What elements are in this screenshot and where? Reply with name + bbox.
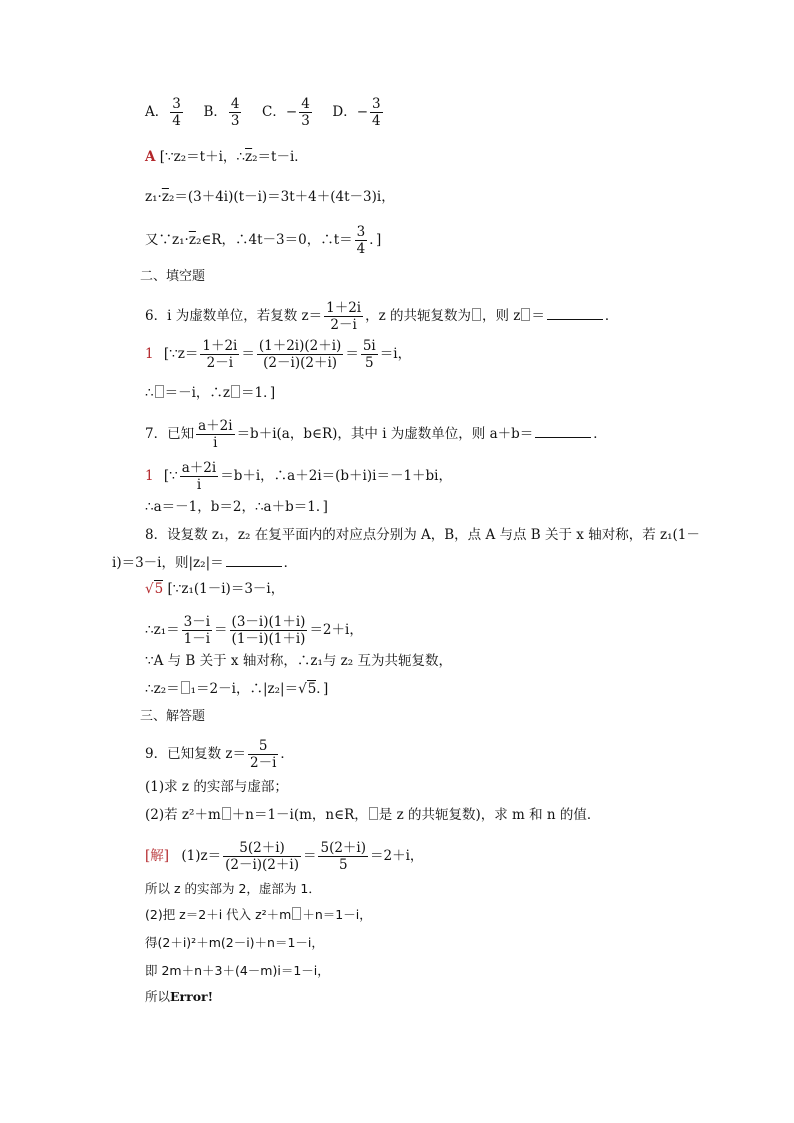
q8-sol1: [∵z₁(1－i)＝3－i， bbox=[167, 581, 285, 597]
q5-sol1-text: [∵z₂＝t＋i，∴ bbox=[159, 149, 245, 165]
q8-sol2-eq: ＝ bbox=[214, 622, 228, 638]
q6-sol2-a: ∴ bbox=[145, 385, 154, 401]
q9-sol1-f2-num: 5(2＋i) bbox=[320, 840, 367, 856]
answer-blank bbox=[226, 554, 282, 567]
q9-part2-b: ＋n＝1－i(m，n∈R， bbox=[231, 807, 368, 823]
q9-stem-den: 2－i bbox=[250, 755, 277, 771]
q6-stem-num: 1＋2i bbox=[326, 300, 362, 316]
q6-sol2-b: ＝－i，∴z bbox=[164, 385, 231, 401]
q7-stem-c: ． bbox=[593, 426, 607, 442]
q5-options bbox=[145, 96, 385, 129]
q7-stem-b: ＝b＋i(a，b∈R)，其中 i 为虚数单位，则 a＋b＝ bbox=[236, 426, 534, 442]
q5-sol1-tail: ₂＝t－i． bbox=[252, 149, 308, 165]
q8-sol2-end: ＝2＋i， bbox=[309, 622, 363, 638]
q5-sol2-head: z₁· bbox=[145, 189, 162, 205]
q8-stem-line-1: 8．设复数 z₁，z₂ 在复平面内的对应点分别为 A，B，点 A 与点 B 关于 x 轴对称，若 z₁(1－ bbox=[145, 527, 700, 543]
q9-sol1-f1-num: 5(2＋i) bbox=[223, 840, 301, 857]
q9-sol3-b: ＋n＝1－i， bbox=[302, 907, 372, 922]
q8-sol2-a: ∴z₁＝ bbox=[145, 622, 180, 638]
q9-sol1-frac1 bbox=[223, 840, 301, 873]
answer-blank bbox=[535, 425, 591, 438]
q6-sol1-a: [∵z＝ bbox=[163, 346, 199, 362]
q9-stem-num: 5 bbox=[248, 738, 278, 755]
q6-answer: 1 bbox=[145, 346, 154, 362]
q6-stem-c: ，则 z bbox=[482, 308, 521, 324]
q9-solution-line-3 bbox=[145, 906, 372, 924]
conjugate-placeholder-box bbox=[222, 807, 231, 820]
q8-sol2-frac2 bbox=[230, 614, 308, 647]
q9-part-2 bbox=[145, 806, 600, 824]
q6-sol1-frac1 bbox=[200, 338, 239, 371]
q9-sol1-eq: ＝ bbox=[302, 848, 317, 864]
q6-sol1-frac3 bbox=[361, 338, 378, 371]
q6-stem bbox=[145, 300, 618, 333]
q7-solution-line-2: ∴a＝－1，b＝2，∴a＋b＝1．] bbox=[145, 499, 328, 515]
option-d-fraction bbox=[370, 96, 383, 129]
q8-stem-line-2 bbox=[112, 554, 297, 572]
q7-sol1-den: i bbox=[196, 477, 202, 493]
q8-sol2-f1-num: 3－i bbox=[183, 614, 211, 630]
option-b-fraction bbox=[229, 96, 242, 129]
q9-sol1-f1-den: (2－i)(2＋i) bbox=[225, 857, 299, 873]
q5-sol3-head: 又∵z₁· bbox=[145, 232, 189, 248]
option-a-fraction bbox=[170, 96, 183, 129]
q7-stem-a: 7．已知 bbox=[145, 426, 195, 442]
q9-sol1-a: (1)z＝ bbox=[181, 848, 222, 864]
q9-solution-line-1 bbox=[145, 840, 423, 873]
q5-sol3-den: 4 bbox=[356, 241, 366, 257]
q6-stem-fraction bbox=[324, 300, 363, 333]
q9-sol1-end: ＝2＋i， bbox=[370, 848, 424, 864]
q6-sol1-eq2: ＝ bbox=[345, 346, 359, 362]
q6-stem-b: ，z 的共轭复数为 bbox=[365, 308, 472, 324]
q6-sol2-c: ＝1．] bbox=[241, 385, 276, 401]
conjugate-placeholder-box bbox=[521, 308, 530, 321]
option-b-denominator: 3 bbox=[230, 113, 240, 129]
q9-part-1: (1)求 z 的实部与虚部； bbox=[145, 779, 288, 795]
conjugate-placeholder-box bbox=[369, 807, 378, 820]
q9-sol1-f2-den: 5 bbox=[338, 857, 348, 873]
answer-blank bbox=[547, 307, 603, 320]
q8-sol2-frac1 bbox=[182, 614, 212, 647]
q8-answer-radicand: 5 bbox=[154, 581, 164, 597]
q9-solution-line-2: 所以 z 的实部为 2，虚部为 1． bbox=[145, 881, 321, 896]
q5-sol2-conj: $\overline{z}$ bbox=[161, 189, 169, 205]
option-a-denominator: 4 bbox=[172, 113, 181, 129]
q8-sol4-a: ∴z₂＝ bbox=[145, 681, 180, 697]
q9-part2-a: (2)若 z²＋m bbox=[145, 807, 221, 823]
q8-solution-line-1 bbox=[145, 580, 284, 598]
q8-solution-line-3: ∵A 与 B 关于 x 轴对称，∴z₁与 z₂ 互为共轭复数， bbox=[145, 653, 452, 669]
q6-sol1-end: ＝i， bbox=[379, 346, 412, 362]
q8-sol4-radicand: 5 bbox=[307, 681, 317, 697]
q5-solution-line-2 bbox=[145, 188, 395, 206]
q7-sol1-num: a＋2i bbox=[181, 460, 217, 476]
q9-part2-c: 是 z 的共轭复数)，求 m 和 n 的值． bbox=[378, 807, 601, 823]
q8-answer: √5 bbox=[145, 581, 164, 597]
q7-stem-fraction bbox=[196, 418, 234, 451]
option-c-fraction bbox=[299, 96, 312, 129]
q7-sol1-a: [∵ bbox=[163, 468, 178, 484]
q9-sol3-a: (2)把 z＝2＋i 代入 z²＋m bbox=[145, 907, 292, 922]
q6-sol1-f2-num: (1＋2i)(2＋i) bbox=[258, 338, 342, 354]
q5-solution-line-1 bbox=[145, 148, 308, 166]
option-b-numerator: 4 bbox=[230, 96, 240, 112]
q8-stem2-b: ₂|＝ bbox=[200, 555, 224, 571]
q7-answer: 1 bbox=[145, 468, 154, 484]
q9-stem-a: 9．已知复数 z＝ bbox=[145, 746, 246, 762]
q6-sol1-f1-den: 2－i bbox=[206, 355, 234, 371]
q6-stem-e: ． bbox=[604, 308, 619, 324]
q6-sol1-eq: ＝ bbox=[241, 346, 255, 362]
q6-sol1-f2-den: (2－i)(2＋i) bbox=[263, 355, 338, 371]
q8-solution-line-2 bbox=[145, 614, 363, 647]
q9-sol6-error: Error! bbox=[170, 989, 214, 1004]
option-b-label: B． bbox=[203, 104, 227, 120]
option-a-label: A． bbox=[145, 104, 169, 120]
q7-sol1-b: ＝b＋i，∴a＋2i＝(b＋i)i＝－1＋bi， bbox=[220, 468, 452, 484]
q8-solution-line-4: ∴z₂＝ ₁＝2－i，∴|z₂|＝√5．] bbox=[145, 681, 329, 697]
option-d-numerator: 3 bbox=[372, 96, 381, 112]
q6-sol1-f1-num: 1＋2i bbox=[202, 338, 238, 354]
option-c-numerator: 4 bbox=[301, 96, 310, 112]
q7-solution-line-1 bbox=[145, 460, 452, 493]
option-d-label: D．− bbox=[332, 104, 369, 120]
q9-solution-line-5: 即 2m＋n＋3＋(4－m)i＝1－i， bbox=[145, 963, 330, 978]
solution-tag: [解] bbox=[145, 848, 170, 864]
q7-stem-num: a＋2i bbox=[198, 418, 233, 434]
q5-answer: A bbox=[145, 149, 156, 165]
q6-sol1-frac2 bbox=[257, 338, 343, 371]
q5-sol1-conj: $\overline{z}$ bbox=[245, 149, 253, 165]
section-heading-fill-in: 二、填空题 bbox=[140, 269, 206, 284]
conjugate-placeholder-box bbox=[181, 681, 190, 694]
option-c-denominator: 3 bbox=[301, 113, 310, 129]
q5-sol2-tail: ₂＝(3＋4i)(t－i)＝3t＋4＋(4t－3)i， bbox=[168, 189, 395, 205]
q9-solution-line-6 bbox=[145, 988, 213, 1006]
option-a-numerator: 3 bbox=[172, 96, 181, 112]
q6-sol1-f3-num: 5i bbox=[362, 338, 376, 354]
option-d-denominator: 4 bbox=[372, 113, 381, 129]
q5-solution-line-3 bbox=[145, 224, 381, 257]
q9-stem-fraction bbox=[248, 738, 278, 771]
q7-stem bbox=[145, 418, 607, 451]
q8-sol4-c: ₂|＝ bbox=[274, 681, 299, 697]
q6-stem-d: ＝ bbox=[531, 308, 545, 324]
q5-sol3-fraction bbox=[355, 224, 368, 257]
q8-sol2-f2-den: (1－i)(1＋i) bbox=[231, 631, 306, 647]
q8-sol2-f2-num: (3－i)(1＋i) bbox=[231, 614, 306, 630]
conjugate-placeholder-box bbox=[472, 308, 481, 321]
q9-sol6-a: 所以 bbox=[145, 989, 171, 1004]
q8-sol4-b: ₁＝2－i，∴|z bbox=[190, 681, 275, 697]
q9-stem-b: ． bbox=[280, 746, 294, 762]
section-heading-solutions: 三、解答题 bbox=[140, 709, 206, 724]
conjugate-placeholder-box bbox=[292, 907, 301, 920]
q6-solution-line-2 bbox=[145, 384, 275, 402]
q7-sol1-fraction bbox=[180, 460, 218, 493]
conjugate-placeholder-box bbox=[231, 385, 240, 398]
conjugate-placeholder-box bbox=[155, 385, 164, 398]
q6-stem-a: 6．i 为虚数单位，若复数 z＝ bbox=[145, 308, 323, 324]
q8-stem2-c: ． bbox=[283, 555, 298, 571]
q9-solution-line-4: 得(2＋i)²＋m(2－i)＋n＝1－i， bbox=[145, 935, 324, 950]
q5-sol3-conj: $\overline{z}$ bbox=[188, 232, 196, 248]
option-c-label: C．− bbox=[262, 104, 298, 120]
q6-solution-line-1 bbox=[145, 338, 411, 371]
q8-sol2-f1-den: 1－i bbox=[183, 631, 211, 647]
q8-sol4-end: ．] bbox=[316, 681, 329, 697]
q9-sol1-frac2 bbox=[318, 840, 368, 873]
q6-sol1-f3-den: 5 bbox=[365, 355, 374, 371]
q7-stem-den: i bbox=[213, 435, 218, 451]
q5-sol3-end: ．] bbox=[369, 232, 382, 248]
q9-stem bbox=[145, 738, 294, 771]
q5-sol3-num: 3 bbox=[356, 224, 366, 240]
q5-sol3-mid: ₂∈R，∴4t－3＝0，∴t＝ bbox=[195, 232, 353, 248]
q8-stem2-a: i)＝3－i，则|z bbox=[112, 555, 201, 571]
q6-stem-den: 2－i bbox=[330, 317, 357, 333]
